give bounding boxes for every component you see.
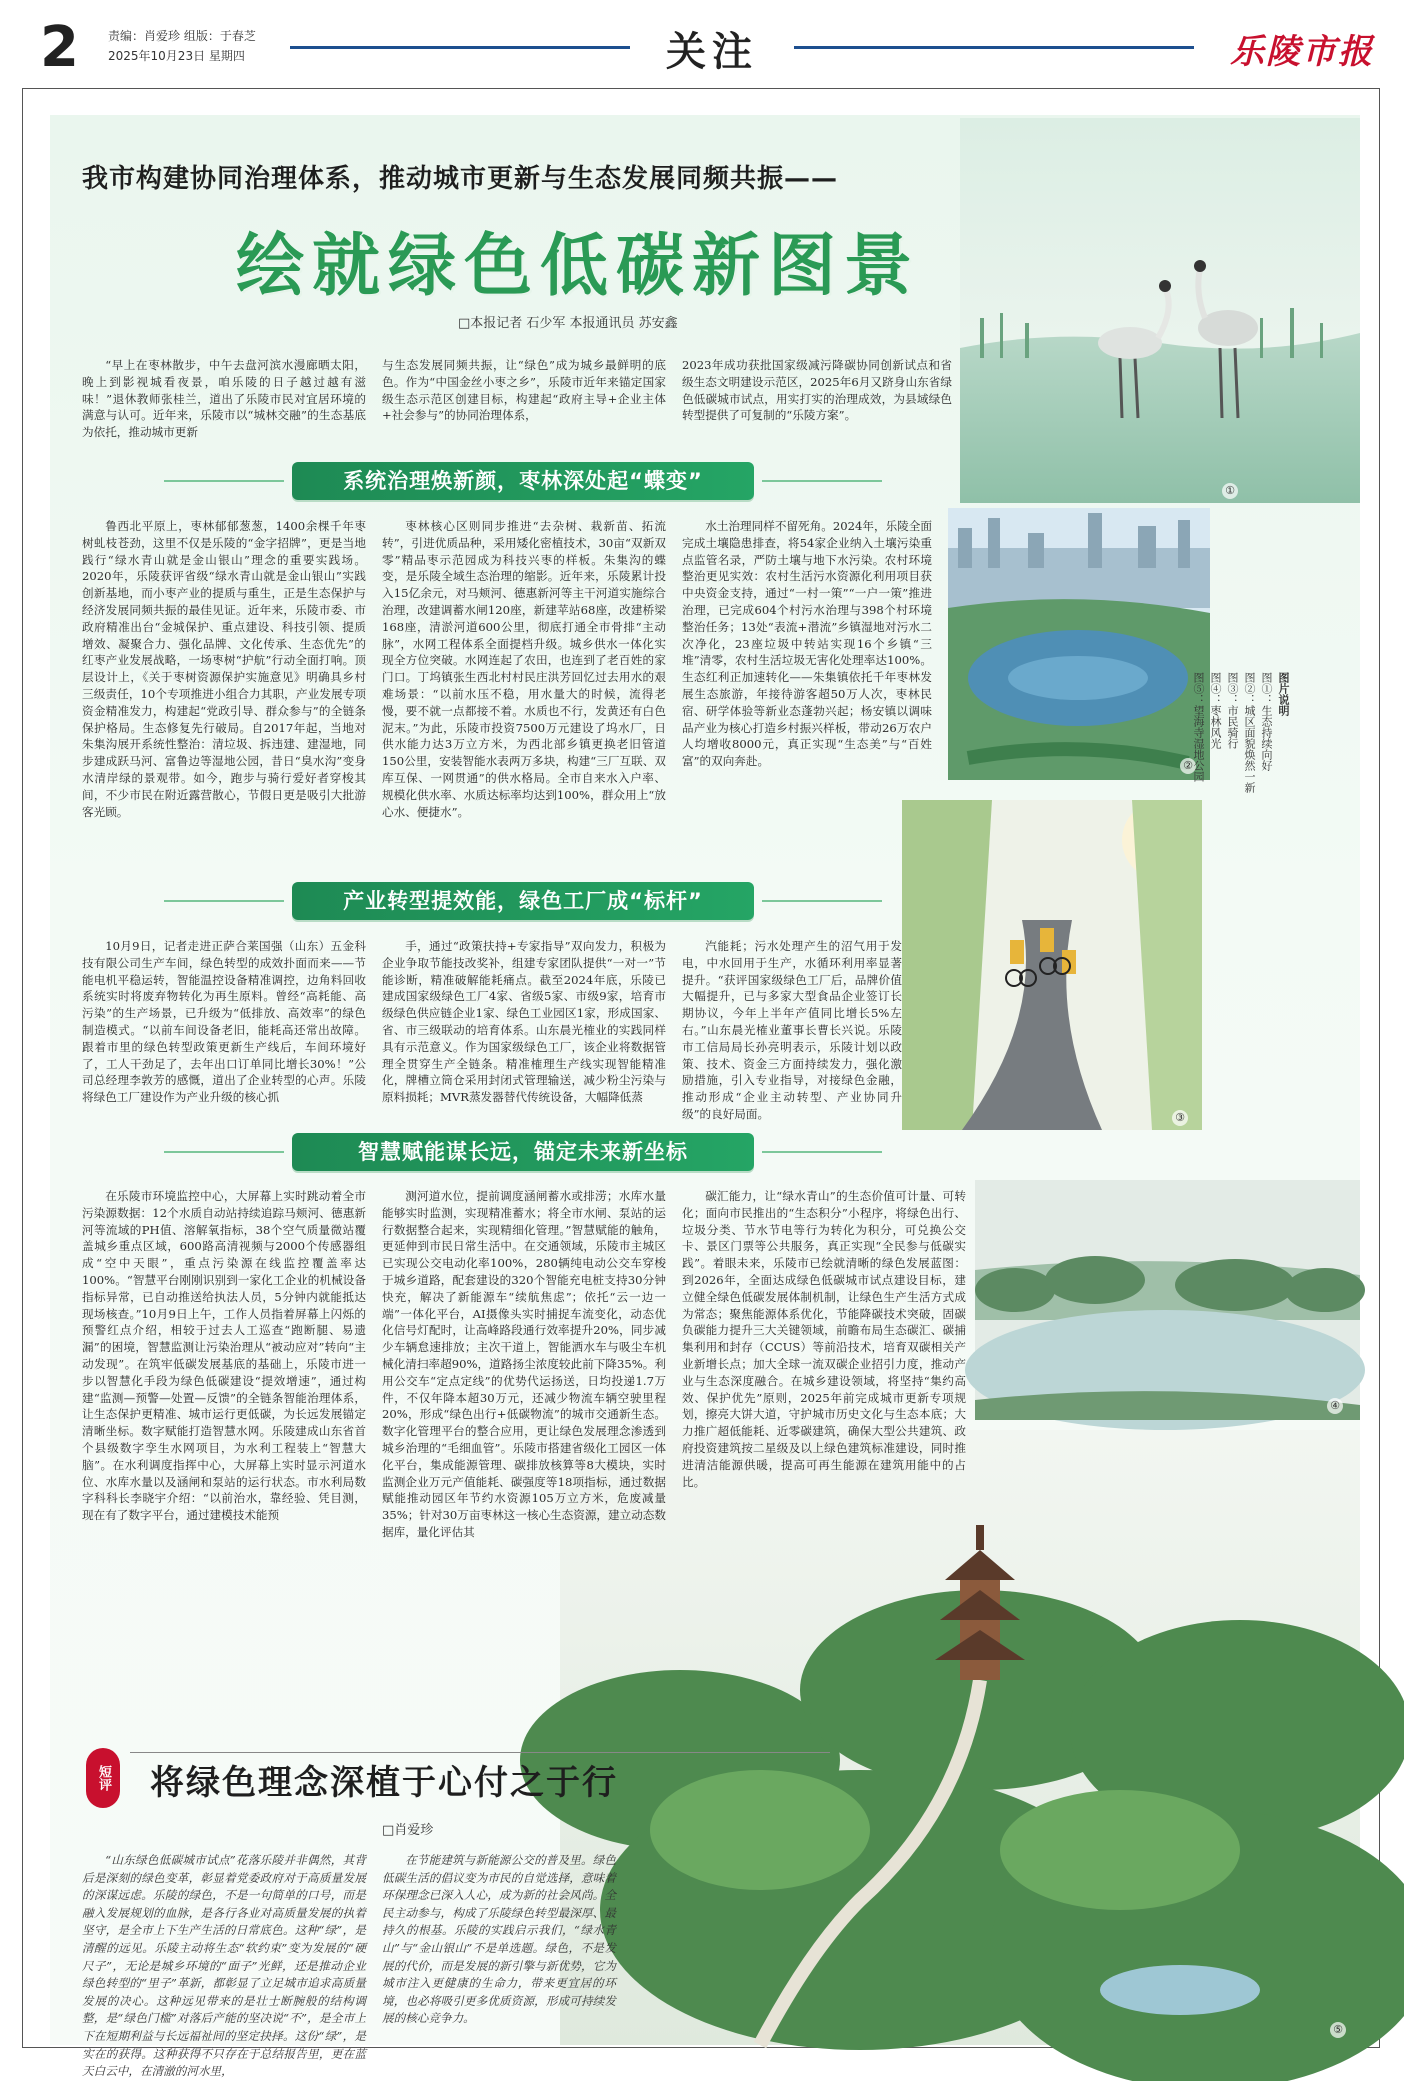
photo-caption [1192, 672, 1290, 932]
headline-title: 绘就绿色低碳新图景 [236, 227, 921, 306]
photo-4-jujube-forest [975, 1180, 1360, 1420]
masthead [30, 15, 1374, 80]
caption-item-2: 图②：城区面貌焕然一新 [1243, 672, 1256, 793]
photo-2-label: ② [1180, 758, 1196, 774]
photo-1-cranes-wetland [960, 118, 1360, 503]
date-line: 2025年10月23日 星期四 [108, 49, 245, 63]
city-lake-scene-icon [948, 508, 1210, 780]
photo-1-label: ① [1222, 483, 1238, 499]
caption-item-1: 图①：生态持续向好 [1260, 672, 1273, 771]
section-1-column-3: 水土治理同样不留死角。2024年，乐陵全面完成土壤隐患排查，将54家企业纳入土壤污染重点监管名录，严防土壤与地下水污染。农村环境整治更见实效：农村生活污水资源化利用项目获中央资金支持，通过“一村一策”“一户一策”推进治理，已完成604个村污水治理与398个村环境整治任务；13处“表流+潜流”乡镇湿地对污水二次净化，23座垃圾中转站实现16个乡镇“三堆”清零，农村生活垃圾无害化处理率达100%。生态红利正加速转化——朱集镇依托千年枣林发展生态旅游，年接待游客超50万人次，枣林民宿、研学体验等新业态蓬勃兴起；杨安镇以调味品产业为核心打造乡村振兴样板，带动26万农户人均增收8000元，真正实现“生态美”与“百姓富”的双向奔赴。 [682, 519, 932, 769]
photo-3-label: ③ [1172, 1110, 1188, 1126]
wetland-scene-icon [960, 118, 1360, 503]
intro-column-1: “早上在枣林散步，中午去盘河滨水漫廊晒太阳，晚上到影视城看夜景，咱乐陵的日子越过越有滋味！”退休教师张桂兰，道出了乐陵市民对宜居环境的满意与认可。近年来，乐陵市以“城林交融”的生态基底为依托，推动城市更新 [82, 358, 366, 440]
section-1-subhead: 系统治理焕新颜，枣林深处起“蝶变” [292, 462, 754, 500]
section-1-column-1: 鲁西北平原上，枣林郁郁葱葱，1400余棵千年枣树虬枝苍劲，这里不仅是乐陵的“金字招牌”，更是当地践行“绿水青山就是金山银山”理念的重要实践场。2020年，乐陵获评省级“绿水青山就是金山银山”实践创新基地，而小枣产业的提质与重生，正是生态保护与经济发展同频共振的最佳见证。近年来，乐陵市委、市政府精准出台“金城保护、重点建设、科技引领、提质增效、凝聚合力、强化品牌、文化传承、生态优先”的红枣产业发展战略，一场枣树“护航”行动全面打响。顶层设计上，《关于枣树资源保护实施意见》明确具乡村三级责任，10个专项推进小组合力其职，产业发展专项资金精准发力，构建起“党政引导、群众参与”的全链条保护格局。生态修复先行破局。自2017年起，当地对朱集沟展开系统性整治：清垃圾、拆违建、建湿地，同步建成跃马河、富鲁边等湿地公园，昔日“臭水沟”变身水清岸绿的景观带。如今，跑步与骑行爱好者穿梭其间，不少市民在附近露营散心，节假日更是吸引大批游客光顾。 [82, 519, 366, 819]
page-number: 2 [40, 15, 79, 80]
header-rule-left [290, 46, 630, 49]
commentary-rule [130, 1752, 830, 1753]
commentary-column-1: “山东绿色低碳城市试点”花落乐陵并非偶然，其背后是深刻的绿色变革，彰显着党委政府对于高质量发展的深谋远虑。乐陵的绿色，不是一句简单的口号，而是融入发展规划的血脉，是各行各业对高质量发展的执着坚守，是全市上下生产生活的日常底色。这种“绿”，是清醒的远见。乐陵主动将生态“软约束”变为发展的“硬尺子”，无论是城乡环境的“面子”光鲜，还是推动企业绿色转型的“里子”革新，都彰显了立足城市追求高质量发展的决心。这种远见带来的是壮士断腕般的结构调整，是“绿色门槛”对落后产能的坚决说“不”，是全市上下在短期利益与长远福祉间的坚定抉择。这份“绿”，是实在的获得。这种获得不只存在于总结报告里，更在蓝天白云中，在清澈的河水里， [82, 1853, 366, 2079]
header-rule-right [794, 46, 1194, 49]
photo-3-cyclists [902, 800, 1202, 1130]
commentary-tag: 短评 [86, 1748, 120, 1808]
section-2-column-3: 汽能耗；污水处理产生的沼气用于发电，中水回用于生产，水循环利用率显著提升。“获评国家级绿色工厂后，品牌价值大幅提升，已与多家大型食品企业签订长期协议，今年上半年产值同比增长5%左右。”山东晨光榷业董事长曹长兴说。乐陵市工信局局长孙亮明表示，乐陵计划以政策、技术、资金三方面持续发力，强化激励措施，引入专业指导，对接绿色金融，推动形成“企业主动转型、产业协同升级”的良好局面。 [682, 939, 902, 1121]
caption-item-5: 图⑤：望海寺湿地公园 [1192, 672, 1205, 782]
editor-info [108, 26, 256, 66]
caption-item-4: 图④：枣林风光 [1209, 672, 1222, 749]
headline-kicker: 我市构建协同治理体系，推动城市更新与生态发展同频共振—— [82, 164, 839, 194]
headline-byline: □本报记者 石少军 本报通讯员 苏安鑫 [458, 316, 678, 331]
intro-column-3: 2023年成功获批国家级减污降碳协同创新试点和省级生态文明建设示范区，2025年6月又跻身山东省绿色低碳城市试点，用实打实的治理成效，为县域绿色转型提供了可复制的“乐陵方案”。 [682, 358, 952, 423]
commentary-column-2: 在节能建筑与新能源公交的普及里。绿色低碳生活的倡议变为市民的自觉选择，意味着环保理念已深入人心，成为新的社会风尚。全民主动参与，构成了乐陵绿色转型最深厚、最持久的根基。乐陵的实践启示我们，“绿水青山”与“金山银山”不是单选题。绿色，不是发展的代价，而是发展的新引擎与新优势，它为城市注入更健康的生命力，带来更宜居的环境，也必将吸引更多优质资源，形成可持续发展的核心竞争力。 [382, 1853, 616, 2026]
section-2-subhead: 产业转型提效能，绿色工厂成“标杆” [292, 882, 754, 920]
caption-item-3: 图③：市民骑行 [1226, 672, 1239, 749]
section-3-column-3: 碳汇能力，让“绿水青山”的生态价值可计量、可转化；面向市民推出的“生态积分”小程序，将绿色出行、垃圾分类、节水节电等行为转化为积分，可兑换公交卡、景区门票等公共服务，真正实现“全民参与低碳实践”。着眼未来，乐陵市已绘就清晰的绿色发展蓝图：到2026年，全面达成绿色低碳城市试点建设目标，建立健全绿色低碳发展体制机制，让绿色生产生活方式成为常态；聚焦能源体系优化，节能降碳技术突破，固碳负碳能力提升三大关键领域，前瞻布局生态碳汇、碳捕集利用和封存（CCUS）等前沿技术，培育双碳相关产业新增长点；加大全球一流双碳企业招引力度，推动产业与生态深度融合。在城乡建设领域，将坚持“集约高效、保护优先”原则，2025年前完成城市更新专项规划，擦亮大饼大道，守护城市历史文化与生态本底；大力推广超低能耗、近零碳建筑，确保大型公共建筑、政府投资建筑按二星级及以上绿色建筑标准建设，同时推进清洁能源供暖，提高可再生能源在建筑用能中的占比。 [682, 1189, 966, 1489]
section-2-column-2: 手，通过“政策扶持+专家指导”双向发力，积极为企业争取节能技改奖补，组建专家团队提供“一对一”节能诊断，精准破解能耗痛点。截至2024年底，乐陵已建成国家级绿色工厂4家、省级5家、市级9家，培育市级绿色供应链企业1家、绿色工业园区1家，形成国家、省、市三级联动的培育体系。山东晨光榷业的实践同样具有示范意义。作为国家级绿色工厂，该企业将数据管理全贯穿生产全链条。精准榷理生产线实现智能精准化，牌槽立筒仓采用封闭式管理输送，减少粉尘污染与原料损耗；MVR蒸发器替代传统设备，大幅降低蒸 [382, 939, 666, 1105]
forest-scene-icon [975, 1180, 1360, 1420]
section-3-column-2: 测河道水位，提前调度涵闸蓄水或排涝；水库水量能够实时监测，实现精准蓄水；将全市水闸、泵站的运行数据整合起来，实现精细化管理。”智慧赋能的触角，更延伸到市民日常生活中。在交通领域，乐陵市主城区已实现公交电动化率100%，280辆纯电动公交车穿梭于城乡道路，配套建设的320个智能充电桩支持30分钟快充，解决了新能源车“续航焦虑”；依托“云一边一端”一体化平台，AI摄像头实时捕捉车流变化，动态优化信号灯配时，让高峰路段通行效率提升20%，同步减少车辆怠速排放；主次干道上，智能洒水车与吸尘车机械化清扫率超90%，道路扬尘浓度较此前下降35%。利用公交车“定点定线”的优势代运扬送，日均投递1.7万件，不仅年降本超30万元，还减少物流车辆空驶里程20%，形成“绿色出行+低碳物流”的城市交通新生态。数字化管理平台的整合应用，更让绿色发展理念渗透到城乡治理的“毛细血管”。乐陵市搭建省级化工园区一体化平台，集成能源管理、碳排放核算等8大模块，实时监测企业万元产值能耗、碳强度等18项指标，通过数据赋能推动园区年节约水资源105万立方米，危废减量35%；针对30万亩枣林这一核心生态资源，建立动态数据库，量化评估其 [382, 1189, 666, 1539]
commentary-byline: □肖爱珍 [382, 1823, 434, 1838]
section-1-column-2: 枣林核心区则同步推进“去杂树、栽新苗、拓流转”，引进优质品种，采用矮化密植技术，30亩“双新双零”精品枣示范园成为科技兴枣的样板。朱集沟的蝶变，是乐陵全域生态治理的缩影。近年来，乐陵累计投入15亿余元，对马颊河、德惠新河等主干河道实施综合治理，改建调蓄水闸120座，新建苹站68座，改建桥梁168座，清淤河道600公里，彻底打通全市骨排“主动脉”，水网工程体系全面提档升级。城乡供水一体化实现全方位突破。水网连起了农田，也连到了老百姓的家门口。丁坞镇张生西北村村民庄洪芳回忆过去用水的艰难场景：“以前水压不稳，用水量大的时候，流得老慢，要不就一点都接不着。水质也不行，发黄还有白色泥末。”为此，乐陵市投资7500万元建设了坞水厂，日供水能力达3万立方米，为西北部乡镇更换老旧管道150公里，安装智能水表两万多块，构建“三厂互联、双库互保、一网贯通”的供水格局。全市自来水入户率、规模化供水率、水质达标率均达到100%，群众用上“放心水、便捷水”。 [382, 519, 666, 819]
editors-line: 责编：肖爱珍 组版：于春芝 [108, 29, 256, 43]
section-name: 关注 [666, 28, 758, 75]
section-2-column-1: 10月9日，记者走进正萨合莱国强（山东）五金科技有限公司生产车间，绿色转型的成效扑面而来——节能电机平稳运转，智能温控设备精准调控，边角料回收系统实时将废弃物转化为再生原料。曾经“高耗能、高污染”的生产场景，已升级为“低排放、高效率”的绿色制造模式。“以前车间设备老旧，能耗高还常出故障。跟着市里的绿色转型政策更新生产线后，车间环境好了，工人干劲足了，去年出口订单同比增长30%！”公司总经理李敦芳的感慨，道出了企业转型的心声。乐陵将绿色工厂建设作为产业升级的核心抓 [82, 939, 366, 1105]
photo-4-label: ④ [1327, 1398, 1343, 1414]
section-3-subhead: 智慧赋能谋长远，锚定未来新坐标 [292, 1133, 754, 1171]
newspaper-brand: 乐陵市报 [1230, 32, 1374, 72]
photo-5-label: ⑤ [1330, 2022, 1346, 2038]
section-3-column-1: 在乐陵市环境监控中心，大屏幕上实时跳动着全市污染源数据：12个水质自动站持续追踪马颊河、德惠新河等流域的PH值、溶解氧指标，38个空气质量微站覆盖城乡重点区域，600路高清视频与2000个传感器组成“空中天眼”，重点污染源在线监控覆盖率达100%。“智慧平台刚刚识别到一家化工企业的机械设备指标异常，已自动推送给执法人员，5分钟内就能抵达现场核查。”10月9日上午，工作人员指着屏幕上闪烁的预警红点介绍，相较于过去人工巡查“跑断腿、易遗漏”的困境，智慧监测让污染治理从“被动应对”转向“主动发现”。在筑牢低碳发展基底的基础上，乐陵市进一步以智慧化手段为绿色低碳建设“提效增速”，通过构建“监测—预警—处置—反馈”的全链条智能治理体系，让生态保护更精准、城市运行更低碳，为长远发展锚定清晰坐标。数字赋能打造智慧水网。乐陵建成山东省首个县级数字孪生水网项目，为水利工程装上“智慧大脑”。在水利调度指挥中心，大屏幕上实时显示河道水位、水库水量以及涵闸和泵站的运行状态。市水利局数字科科长李晓宇介绍：“以前治水，靠经验、凭目测，现在有了数字平台，通过建模技术能预 [82, 1189, 366, 1523]
intro-column-2: 与生态发展同频共振，让“绿色”成为城乡最鲜明的底色。作为“中国金丝小枣之乡”，乐陵市近年来锚定国家级生态示范区创建目标，构建起“政府主导+企业主体+社会参与”的协同治理体系， [382, 358, 666, 423]
caption-title: 图片说明 [1277, 672, 1290, 716]
commentary-title: 将绿色理念深植于心付之于行 [150, 1763, 618, 1803]
photo-2-city-lake [948, 508, 1210, 780]
cycling-scene-icon [902, 800, 1202, 1130]
